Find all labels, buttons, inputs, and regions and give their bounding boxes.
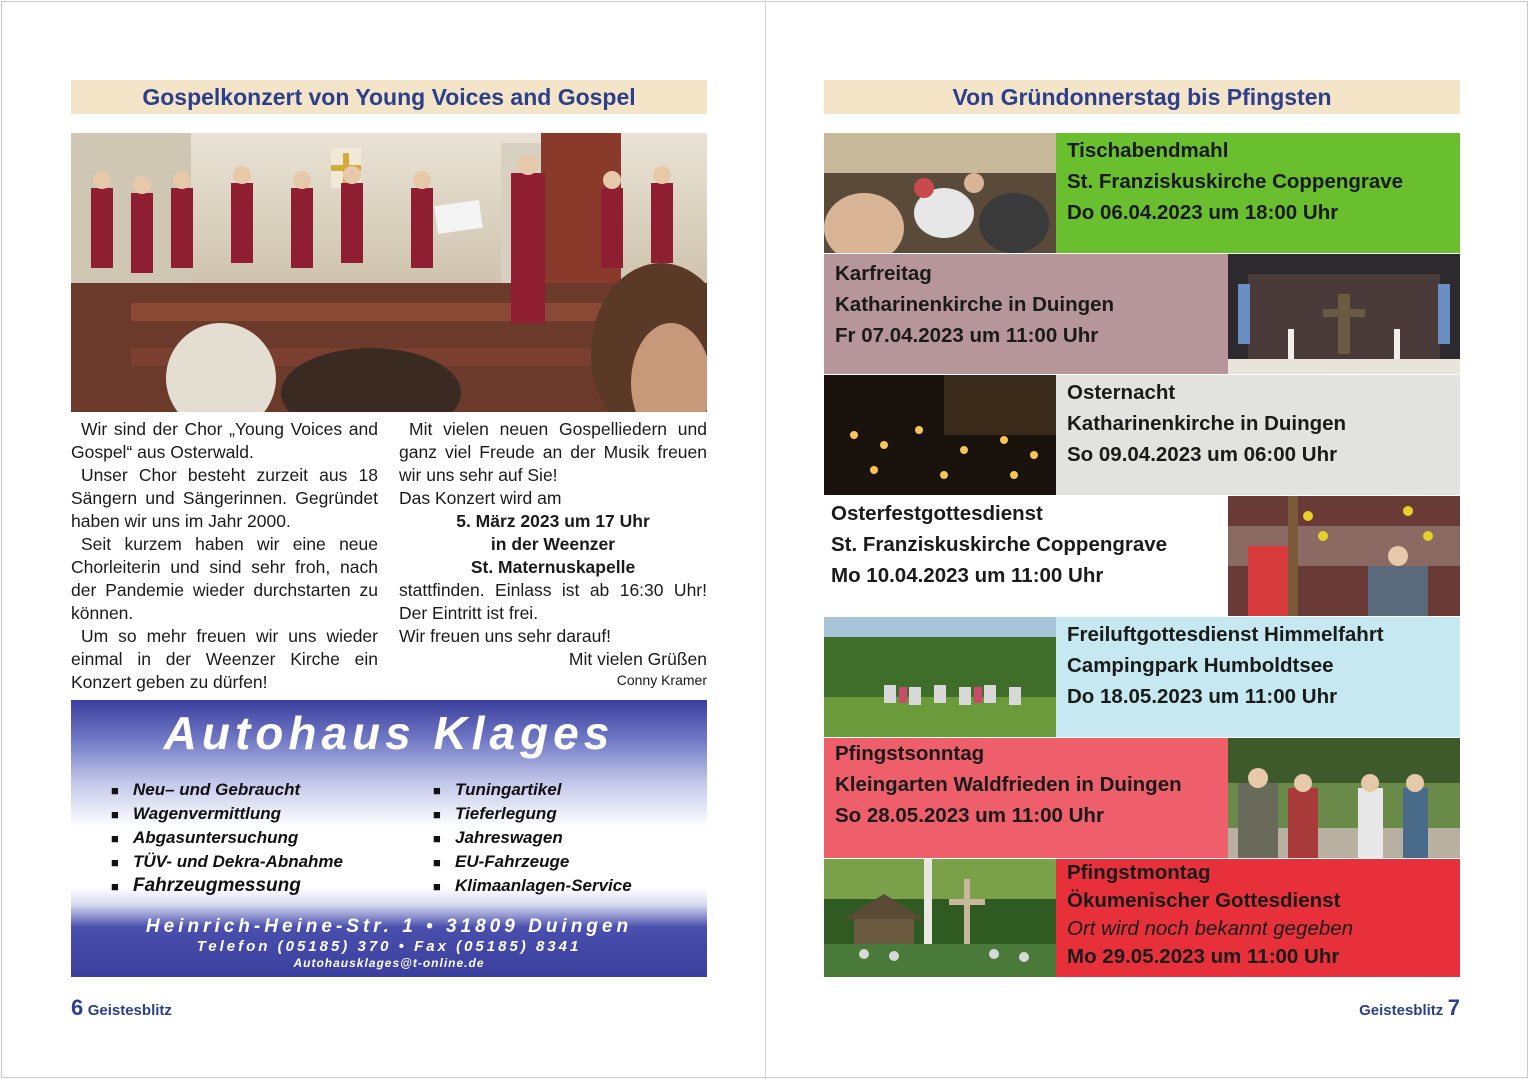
ad-title: Autohaus Klages (163, 707, 615, 759)
event-block (824, 617, 1460, 737)
ad-service: ■ TÜV- und Dekra-Abnahme (111, 850, 343, 874)
ad-service: ■ Abgasuntersuchung (111, 826, 343, 850)
event-photo (824, 617, 1056, 737)
paragraph: Wir freuen uns sehr darauf! (399, 626, 612, 646)
paragraph: Wir sind der Chor „Young Voices and Gospel“ aus Osterwald. (71, 419, 378, 462)
paragraph: stattfinden. Einlass ist ab 16:30 Uhr! Der Eintritt ist frei. (399, 580, 707, 623)
ad-email: Autohausklages@t-online.de (293, 956, 485, 970)
paragraph: Um so mehr freuen wir uns wieder einmal in der Weenzer Kirche ein Konzert geben zu dürfen! (71, 626, 378, 692)
event-block (824, 738, 1460, 858)
event-place: Ökumenischer Gottesdienst (1067, 889, 1341, 912)
concert-venue-line: in der Weenzer (490, 534, 616, 554)
event-time: Mo 10.04.2023 um 11:00 Uhr (831, 564, 1104, 587)
event-block (824, 254, 1460, 374)
article-column-2 (399, 418, 707, 689)
event-photo (824, 375, 1056, 495)
event-place: Campingpark Humboldtsee (1067, 654, 1334, 677)
ad-services-left (111, 778, 343, 898)
event-note: Ort wird noch bekannt gegeben (1067, 917, 1354, 940)
event-time: Fr 07.04.2023 um 11:00 Uhr (835, 324, 1099, 347)
event-block (824, 133, 1460, 253)
left-footer (71, 995, 172, 1021)
article-column-1 (71, 418, 378, 694)
concert-date: 5. März 2023 um 17 Uhr (456, 511, 650, 531)
event-title: Pfingstsonntag (835, 742, 985, 765)
ad-service: ■ Tuningartikel (433, 778, 632, 802)
event-photo (1228, 738, 1460, 858)
event-text (1067, 619, 1384, 712)
event-title: Osternacht (1067, 381, 1176, 404)
event-title: Pfingstmontag (1067, 861, 1211, 884)
ad-service: ■ EU-Fahrzeuge (433, 850, 632, 874)
paragraph: Seit kurzem haben wir eine neue Chorleiterin und sind sehr froh, nach der Pandemie wieder durchstarten zu können. (71, 534, 378, 623)
paragraph: Unser Chor besteht zurzeit aus 18 Sängern und Sängerinnen. Gegründet haben wir uns im Jahr 2000. (71, 465, 378, 531)
event-photo (1228, 254, 1460, 374)
paragraph: Mit vielen neuen Gospelliedern und ganz viel Freude an der Musik freuen wir uns sehr auf Sie! (399, 419, 707, 485)
page-number: 7 (1447, 995, 1460, 1020)
ad-service: ■ Tieferlegung (433, 802, 632, 826)
autohaus-advertisement (71, 700, 707, 977)
event-text (835, 258, 1114, 351)
ad-address: Heinrich-Heine-Str. 1 • 31809 Duingen (145, 916, 633, 937)
ad-service: ■ Neu– und Gebraucht (111, 778, 343, 802)
event-block (824, 375, 1460, 495)
event-text (835, 738, 1182, 831)
event-text (831, 498, 1167, 591)
ad-service: ■ Wagenvermittlung (111, 802, 343, 826)
ad-service: ■ Jahreswagen (433, 826, 632, 850)
ad-service: ■ Fahrzeugmessung (111, 874, 343, 898)
page-number: 6 (71, 995, 84, 1020)
event-title: Karfreitag (835, 262, 932, 285)
greeting: Mit vielen Grüßen (568, 649, 707, 669)
event-block (824, 496, 1460, 616)
event-place: Katharinenkirche in Duingen (1067, 412, 1347, 435)
ad-services-right (433, 778, 632, 898)
event-photo (1228, 496, 1460, 616)
ad-phone: Telefon (05185) 370 • Fax (05185) 8341 (196, 938, 582, 955)
event-time: So 09.04.2023 um 06:00 Uhr (1067, 443, 1338, 466)
signature: Conny Kramer (616, 672, 707, 688)
event-text (1067, 377, 1346, 470)
event-time: Do 06.04.2023 um 18:00 Uhr (1067, 201, 1339, 224)
event-time: Mo 29.05.2023 um 11:00 Uhr (1067, 945, 1340, 968)
event-time: So 28.05.2023 um 11:00 Uhr (835, 804, 1104, 827)
event-block (824, 859, 1460, 977)
right-footer (1359, 995, 1460, 1021)
event-text (1067, 135, 1403, 228)
event-place: Katharinenkirche in Duingen (835, 293, 1115, 316)
ad-service: ■ Klimaanlagen-Service (433, 874, 632, 898)
event-title: Tischabendmahl (1067, 139, 1229, 162)
events-header: Von Gründonnerstag bis Pfingsten (824, 80, 1460, 114)
concert-venue: St. Maternuskapelle (470, 557, 636, 577)
paragraph: Das Konzert wird am (399, 488, 562, 508)
event-place: St. Franziskuskirche Coppengrave (1067, 170, 1404, 193)
event-photo (824, 133, 1056, 253)
event-title: Freiluftgottesdienst Himmelfahrt (1067, 623, 1384, 646)
page-label: Geistesblitz (87, 1002, 172, 1019)
event-text (1067, 859, 1353, 971)
event-place: St. Franziskuskirche Coppengrave (831, 533, 1168, 556)
choir-photo (71, 133, 707, 412)
event-photo (824, 859, 1056, 977)
gospel-header: Gospelkonzert von Young Voices and Gospel (71, 80, 707, 114)
event-time: Do 18.05.2023 um 11:00 Uhr (1067, 685, 1338, 708)
page-gutter (765, 0, 766, 1080)
page-label: Geistesblitz (1359, 1002, 1444, 1019)
event-title: Osterfestgottesdienst (831, 502, 1043, 525)
event-place: Kleingarten Waldfrieden in Duingen (835, 773, 1182, 796)
